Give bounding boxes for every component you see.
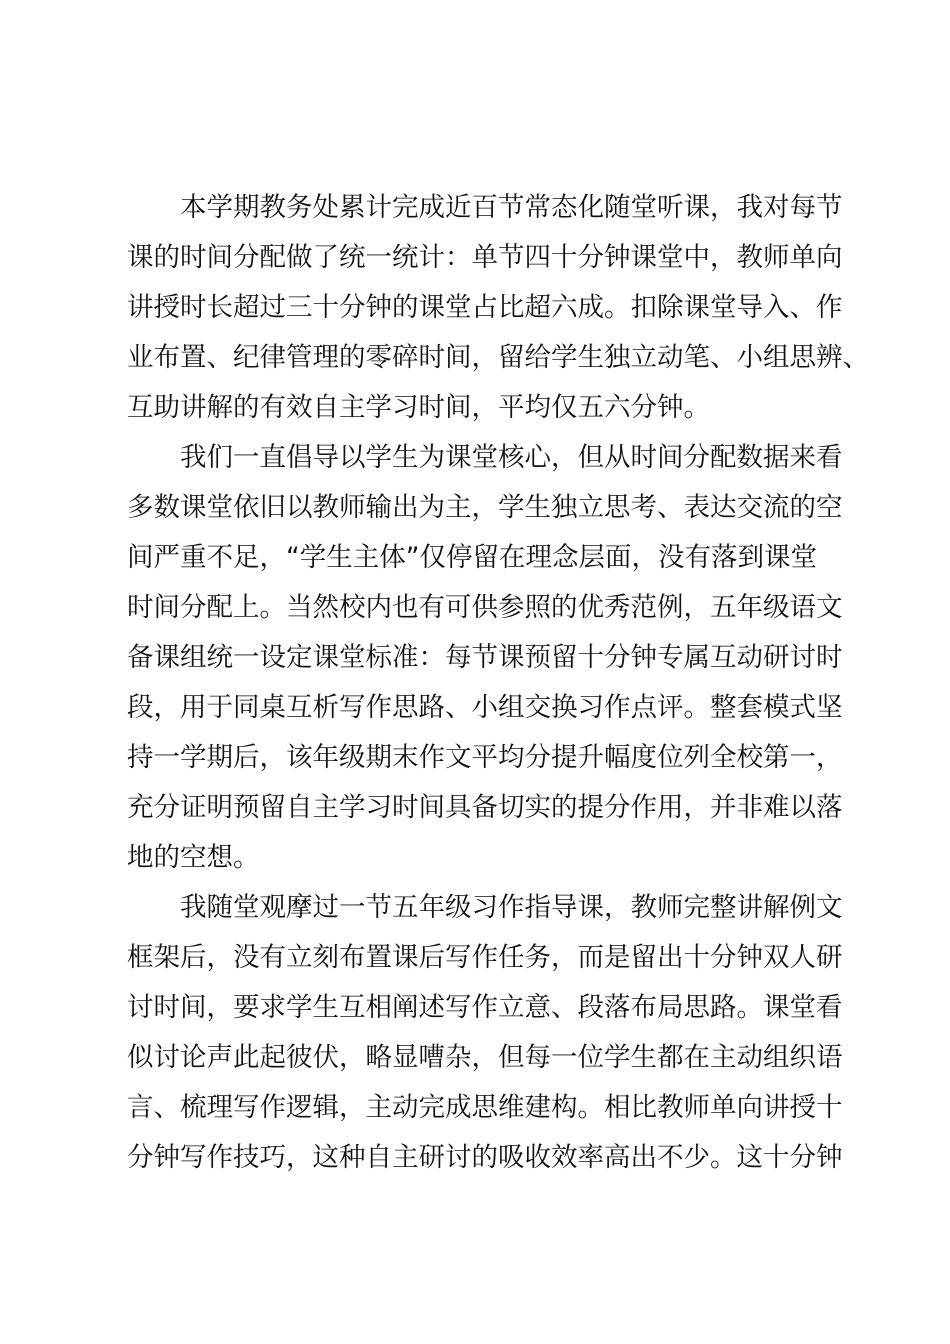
text-line: 充分证明预留自主学习时间具备切实的提分作用，并非难以落 (127, 792, 843, 823)
text-line: 我们一直倡导以学生为课堂核心，但从时间分配数据来看 (180, 442, 843, 473)
text-line: 段，用于同桌互析写作思路、小组交换习作点评。整套模式坚 (127, 692, 843, 723)
text-line: 备课组统一设定课堂标准：每节课预留十分钟专属互动研讨时 (127, 642, 843, 673)
text-line: 讨时间，要求学生互相阐述写作立意、段落布局思路。课堂看 (127, 992, 843, 1023)
text-line: 似讨论声此起彼伏，略显嘈杂，但每一位学生都在主动组织语 (127, 1042, 843, 1073)
text-line: 业布置、纪律管理的零碎时间，留给学生独立动笔、小组思辨、 (127, 342, 869, 373)
document-body (127, 183, 869, 1183)
text-line: 言、梳理写作逻辑，主动完成思维建构。相比教师单向讲授十 (127, 1092, 843, 1123)
text-line: 框架后，没有立刻布置课后写作任务，而是留出十分钟双人研 (127, 942, 843, 973)
text-line: 我随堂观摩过一节五年级习作指导课，教师完整讲解例文 (180, 892, 843, 923)
paragraph-3 (127, 883, 843, 1183)
text-line: 互助讲解的有效自主学习时间，平均仅五六分钟。 (127, 392, 710, 423)
text-line: 讲授时长超过三十分钟的课堂占比超六成。扣除课堂导入、作 (127, 292, 843, 323)
paragraph-1 (127, 183, 869, 433)
text-line: 地的空想。 (127, 842, 260, 873)
text-line: 多数课堂依旧以教师输出为主，学生独立思考、表达交流的空 (127, 492, 843, 523)
text-line: 课的时间分配做了统一统计：单节四十分钟课堂中，教师单向 (127, 242, 843, 273)
text-line: 时间分配上。当然校内也有可供参照的优秀范例，五年级语文 (127, 592, 843, 623)
text-line: 持一学期后，该年级期末作文平均分提升幅度位列全校第一， (127, 742, 843, 773)
text-line: 分钟写作技巧，这种自主研讨的吸收效率高出不少。这十分钟 (127, 1142, 843, 1173)
text-line: 间严重不足，“学生主体”仅停留在理念层面，没有落到课堂 (127, 542, 817, 573)
text-line: 本学期教务处累计完成近百节常态化随堂听课，我对每节 (180, 192, 843, 223)
paragraph-2 (127, 433, 843, 883)
